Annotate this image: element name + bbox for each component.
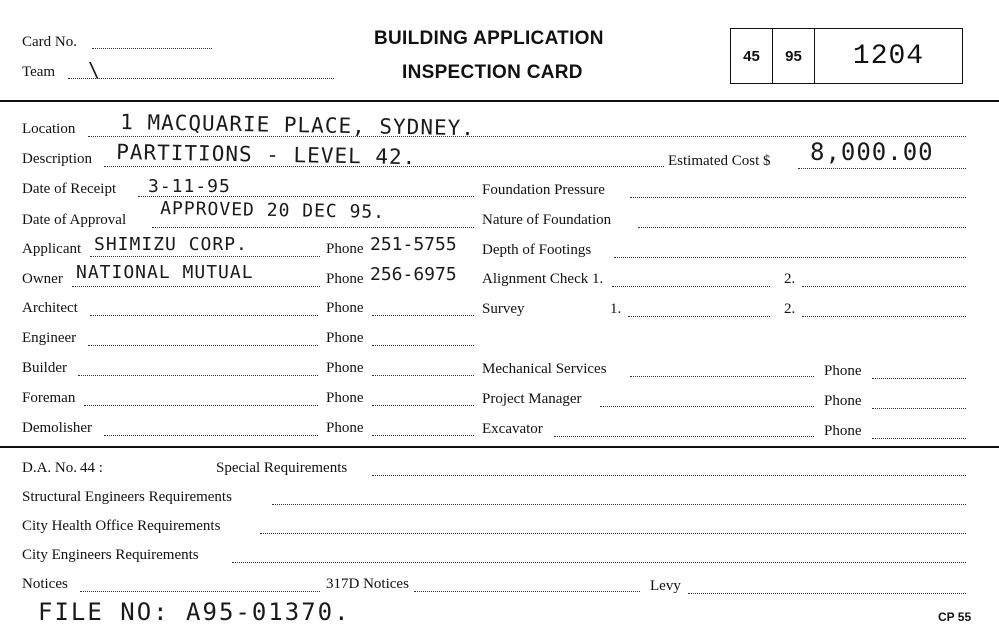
demolisher-field[interactable] [104,435,318,436]
box-cell-2 [773,29,815,83]
header-divider [0,100,999,102]
foreman-phone-label: Phone [326,390,364,406]
city-engineers-requirements-field[interactable] [232,562,966,563]
mechanical-services-phone-field[interactable] [872,378,966,379]
builder-field[interactable] [78,375,318,376]
box-cell-3 [815,29,962,83]
excavator-phone-field[interactable] [872,438,966,439]
estimated-cost-value: 8,000.00 [810,138,934,166]
team-label: Team [22,64,56,80]
location-field[interactable] [88,136,966,137]
location-value: 1 MACQUARIE PLACE, SYDNEY. [120,110,476,141]
location-label: Location [22,121,76,137]
estimated-cost-field[interactable] [798,168,966,169]
structural-requirements-field[interactable] [272,504,966,505]
excavator-field[interactable] [554,436,814,437]
nature-of-foundation-field[interactable] [638,227,966,228]
alignment-check-label: Alignment Check 1. [482,271,604,287]
special-requirements-label: Special Requirements [216,460,348,476]
depth-of-footings-field[interactable] [614,257,966,258]
date-of-receipt-value: 3-11-95 [148,176,231,197]
da-no-label: D.A. No. [22,460,77,476]
architect-field[interactable] [90,315,318,316]
mechanical-services-field[interactable] [630,376,814,377]
applicant-label: Applicant [22,241,82,257]
nature-of-foundation-label: Nature of Foundation [482,212,612,228]
project-manager-phone-label: Phone [824,393,862,409]
card-number-box [730,28,963,84]
survey-2-label: 2. [784,301,796,317]
foreman-field[interactable] [84,405,318,406]
mechanical-services-phone-label: Phone [824,363,862,379]
alignment-check-1-field[interactable] [612,286,770,287]
levy-label: Levy [650,578,681,594]
foundation-pressure-label: Foundation Pressure [482,182,605,198]
survey-1-label: 1. [610,301,622,317]
mechanical-services-label: Mechanical Services [482,361,607,377]
depth-of-footings-label: Depth of Footings [482,242,592,258]
notices-317d-label: 317D Notices [326,576,409,592]
project-manager-field[interactable] [600,406,814,407]
notices-field[interactable] [80,591,320,592]
project-manager-phone-field[interactable] [872,408,966,409]
notices-label: Notices [22,576,68,592]
form-code: CP 55 [938,610,972,624]
card-number: 1204 [852,40,925,72]
applicant-field[interactable] [90,256,320,257]
structural-requirements-label: Structural Engineers Requirements [22,489,232,505]
foundation-pressure-field[interactable] [630,197,966,198]
city-engineers-requirements-label: City Engineers Requirements [22,547,199,563]
form-title: BUILDING APPLICATION [374,28,604,49]
team-field[interactable] [68,78,334,79]
builder-phone-field[interactable] [372,375,474,376]
description-value: PARTITIONS - LEVEL 42. [116,140,417,170]
date-of-receipt-label: Date of Receipt [22,181,117,197]
builder-label: Builder [22,360,67,376]
engineer-phone-label: Phone [326,330,364,346]
box-cell-1-value: 45 [743,47,760,65]
engineer-phone-field[interactable] [372,345,474,346]
survey-label: Survey [482,301,525,317]
survey-2-field[interactable] [802,316,966,317]
architect-label: Architect [22,300,78,316]
health-requirements-label: City Health Office Requirements [22,518,221,534]
demolisher-phone-field[interactable] [372,435,474,436]
card-no-field[interactable] [92,48,212,49]
notices-317d-field[interactable] [414,591,640,592]
excavator-phone-label: Phone [824,423,862,439]
applicant-value: SHIMIZU CORP. [94,234,248,255]
box-cell-1 [731,29,773,83]
survey-1-field[interactable] [628,316,770,317]
architect-phone-field[interactable] [372,315,474,316]
foreman-phone-field[interactable] [372,405,474,406]
foreman-label: Foreman [22,390,76,406]
da-no-value: 44 : [80,460,103,476]
description-label: Description [22,151,92,167]
owner-phone-label: Phone [326,271,364,287]
demolisher-phone-label: Phone [326,420,364,436]
levy-field[interactable] [688,593,966,594]
file-number: FILE NO: A95-01370. [38,598,351,626]
builder-phone-label: Phone [326,360,364,376]
card-no-label: Card No. [22,34,77,50]
estimated-cost-label: Estimated Cost $ [668,153,771,169]
engineer-field[interactable] [88,345,318,346]
owner-label: Owner [22,271,63,287]
date-of-approval-label: Date of Approval [22,212,127,228]
owner-value: NATIONAL MUTUAL [76,262,254,283]
excavator-label: Excavator [482,421,543,437]
owner-field[interactable] [72,286,320,287]
section-divider [0,446,999,448]
special-requirements-field[interactable] [372,475,966,476]
health-requirements-field[interactable] [260,533,966,534]
owner-phone-value: 256-6975 [370,264,457,285]
alignment-check-2-field[interactable] [802,286,966,287]
team-value: \ [88,58,102,82]
project-manager-label: Project Manager [482,391,582,407]
box-cell-2-value: 95 [785,47,802,65]
applicant-phone-value: 251-5755 [370,234,457,255]
alignment-check-2-label: 2. [784,271,796,287]
engineer-label: Engineer [22,330,77,346]
applicant-phone-label: Phone [326,241,364,257]
demolisher-label: Demolisher [22,420,92,436]
form-subtitle: INSPECTION CARD [402,62,583,83]
date-of-approval-value: APPROVED 20 DEC 95. [160,198,386,223]
architect-phone-label: Phone [326,300,364,316]
date-of-approval-field[interactable] [152,227,474,228]
